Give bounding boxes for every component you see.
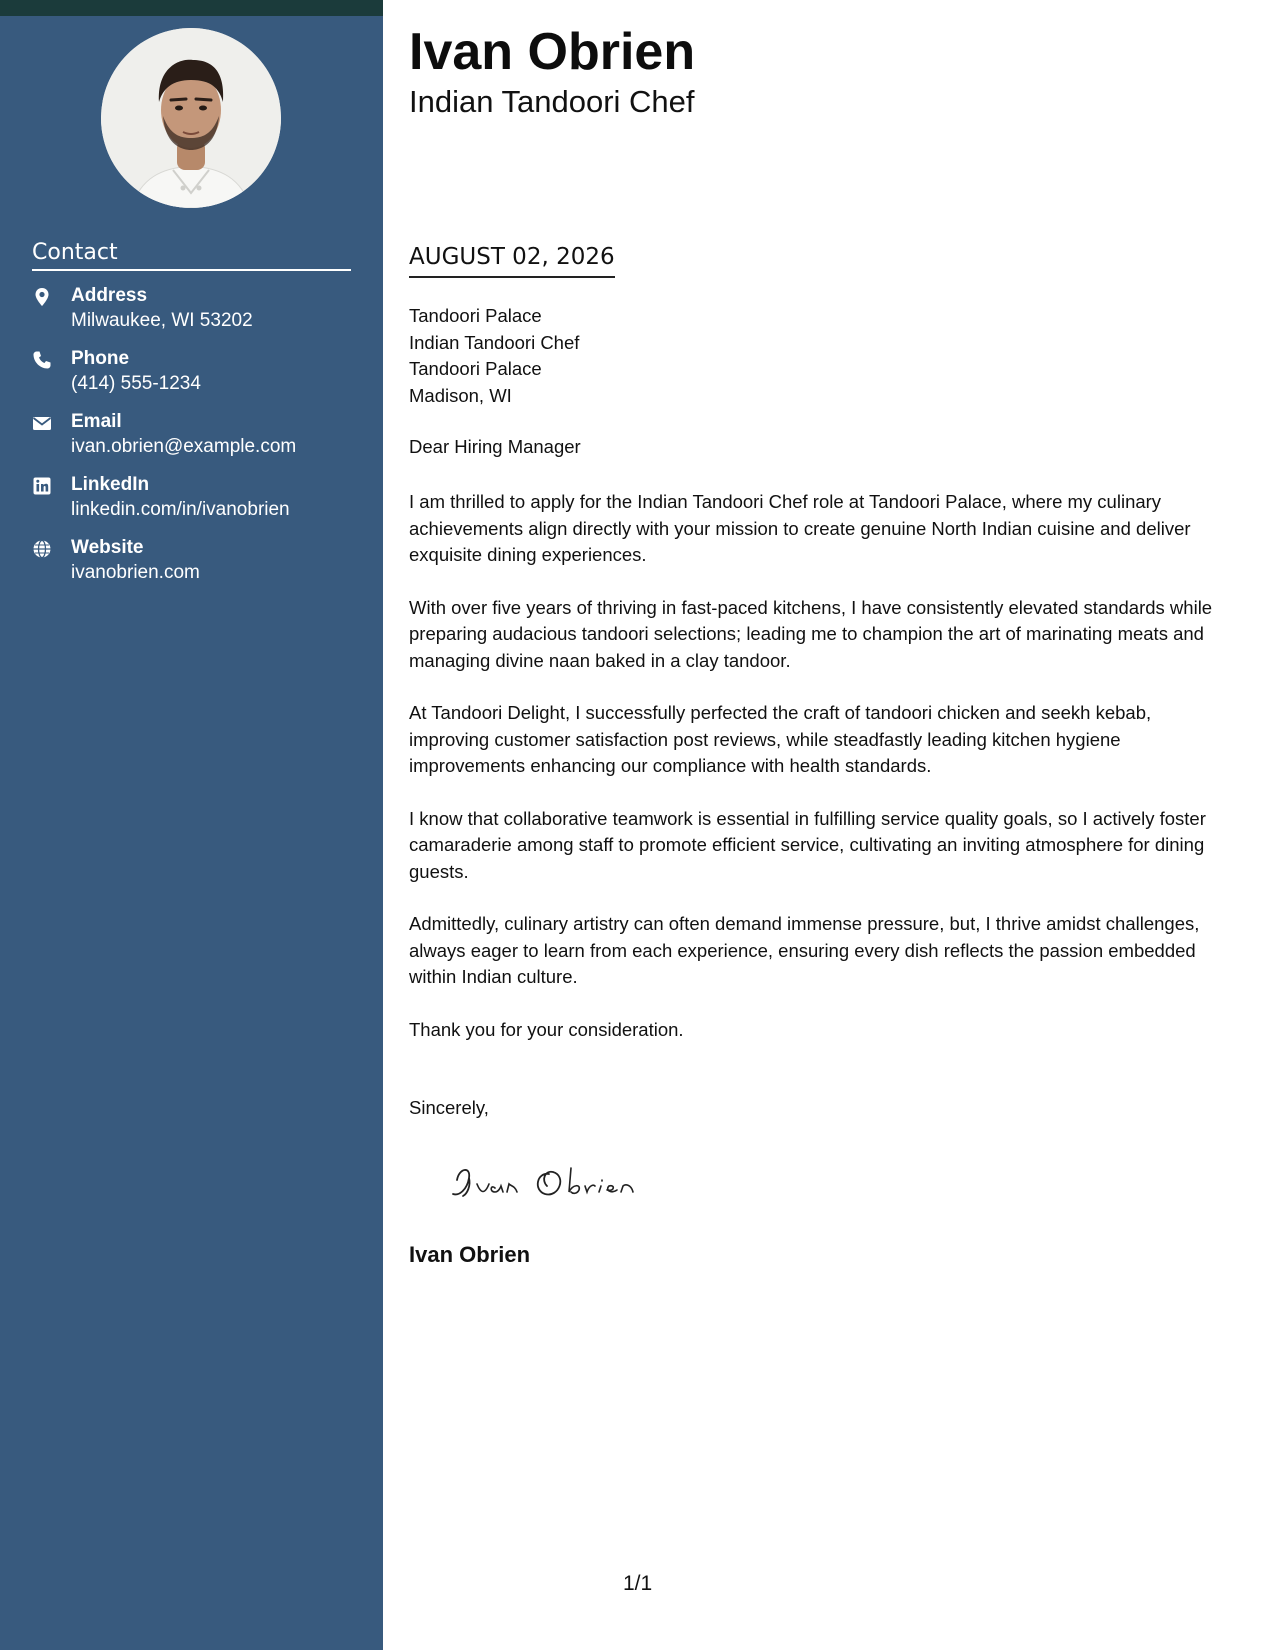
profile-photo	[101, 28, 281, 208]
contact-item-email	[32, 411, 362, 474]
phone-icon	[32, 350, 52, 370]
envelope-icon	[32, 413, 52, 433]
recipient-line: Indian Tandoori Chef	[409, 331, 580, 353]
body-paragraph: I am thrilled to apply for the Indian Tandoori Chef role at Tandoori Palace, where my culinary achievements align directly with your mission to create genuine North Indian cuisine and deliver exquisite dining experiences.	[409, 491, 1191, 565]
closing: Sincerely,	[409, 1097, 489, 1118]
linkedin-icon	[32, 476, 52, 496]
salutation: Dear Hiring Manager	[409, 436, 581, 457]
recipient-line: Tandoori Palace	[409, 305, 542, 326]
job-title: Indian Tandoori Chef	[409, 84, 695, 119]
contact-item-phone	[32, 348, 362, 411]
body-paragraph: Admittedly, culinary artistry can often demand immense pressure, but, I thrive amidst challenges, always eager to learn from each experience, ensuring every dish reflects the passion embedded within Indian culture.	[409, 913, 1200, 987]
contact-label: Address	[71, 285, 148, 306]
contact-label: Website	[71, 537, 144, 558]
map-pin-icon	[32, 287, 52, 307]
email-value[interactable]: ivan.obrien@example.com	[71, 436, 297, 457]
body-paragraph: I know that collaborative teamwork is essential in fulfilling service quality goals, so I actively foster camaraderie among staff to promote efficient service, cultivating an inviting atmosphere for dining guests.	[409, 807, 1206, 882]
contact-item-website	[32, 537, 362, 600]
handwritten-signature	[445, 1150, 685, 1210]
globe-icon	[32, 539, 52, 559]
recipient-line: Tandoori Palace	[409, 358, 542, 379]
letter-date: AUGUST 02, 2026	[409, 244, 615, 278]
contact-label: LinkedIn	[71, 474, 150, 495]
recipient-block	[409, 303, 579, 409]
phone-value[interactable]: (414) 555-1234	[71, 373, 201, 394]
contact-item-linkedin	[32, 474, 362, 537]
sidebar	[0, 0, 383, 1650]
sidebar-top-bar	[0, 0, 383, 16]
contact-heading: Contact	[32, 240, 351, 271]
body-paragraph: At Tandoori Delight, I successfully perfected the craft of tandoori chicken and seekh kebab, improving customer satisfaction post reviews, while steadfastly leading kitchen hygiene improvements enhancing our compliance with health standards.	[409, 702, 1152, 776]
letter-body	[409, 489, 1229, 1069]
linkedin-value[interactable]: linkedin.com/in/ivanobrien	[71, 499, 290, 520]
website-value[interactable]: ivanobrien.com	[71, 562, 200, 583]
page-number: 1/1	[623, 1572, 653, 1595]
body-paragraph: With over five years of thriving in fast-paced kitchens, I have consistently elevated standards while preparing audacious tandoori selections; leading me to champion the art of marinating meats and managing divine naan baked in a clay tandoor.	[409, 596, 1213, 671]
contact-list	[32, 285, 362, 600]
signer-name: Ivan Obrien	[409, 1242, 531, 1267]
contact-item-address	[32, 285, 362, 348]
contact-label: Email	[71, 411, 122, 432]
applicant-name: Ivan Obrien	[409, 23, 696, 81]
body-paragraph: Thank you for your consideration.	[409, 1018, 684, 1040]
avatar	[101, 28, 281, 208]
address-value: Milwaukee, WI 53202	[71, 310, 253, 331]
contact-label: Phone	[71, 348, 130, 369]
recipient-line: Madison, WI	[409, 384, 512, 406]
